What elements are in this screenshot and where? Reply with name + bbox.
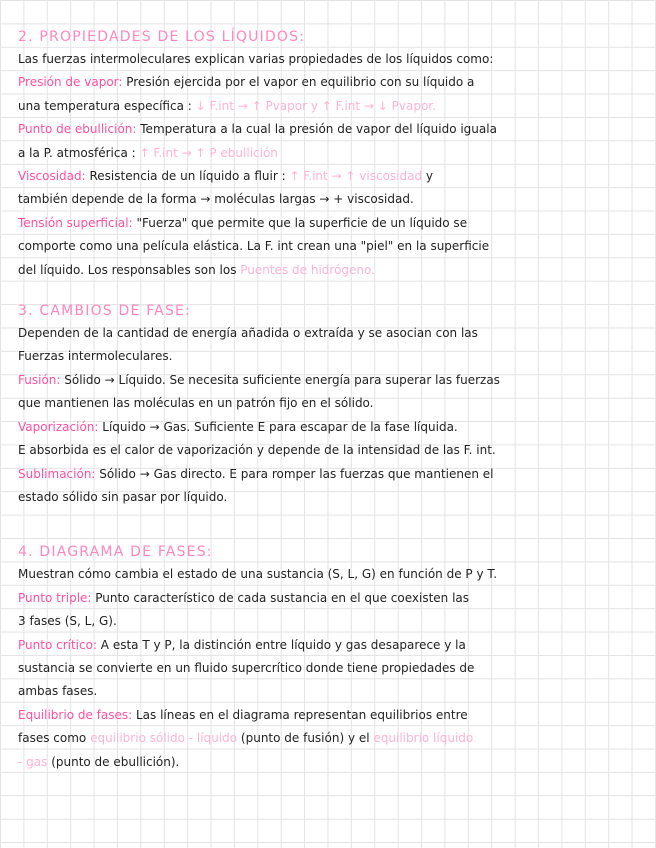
highlight-equilibrio-solido-liquido: equilibrio sólido - líquido — [90, 731, 238, 746]
term-viscosidad: Viscosidad: — [18, 169, 86, 184]
conjunction: y — [307, 98, 322, 113]
fusion-line-1 — [18, 369, 644, 392]
critico-line-2: sustancia se convierte en un fluido supercrítico donde tiene propiedades de — [18, 660, 475, 675]
section-title: 2. PROPIEDADES DE LOS LÍQUIDOS: — [18, 29, 306, 45]
section-intro-line-1: Dependen de la cantidad de energía añadida o extraída y se asocian con las — [18, 326, 478, 341]
definition-text: Sólido → Líquido. Se necesita suficiente energía para superar las fuerzas — [60, 372, 500, 387]
definition-text: una temperatura específica : — [18, 98, 196, 113]
definition-text: "Fuerza" que permite que la superficie de un líquido se — [132, 215, 468, 230]
definition-text: Las líneas en el diagrama representan equilibrios entre — [132, 707, 468, 722]
relation-highlight: ↑ F.int → ↑ viscosidad — [289, 169, 423, 184]
term-equilibrio-fases: Equilibrio de fases: — [18, 707, 133, 722]
section-propiedades-liquidos — [18, 26, 644, 282]
definition-text: Resistencia de un líquido a fluir : — [85, 169, 290, 184]
conjunction: y — [422, 169, 434, 184]
definition-text: Sólido → Gas directo. E para romper las fuerzas que mantienen el — [95, 466, 494, 481]
section-diagrama-fases — [18, 541, 644, 774]
term-sublimacion: Sublimación: — [18, 466, 96, 481]
section-title: 3. CAMBIOS DE FASE: — [18, 303, 191, 320]
section-intro: Las fuerzas intermoleculares explican varias propiedades de los líquidos como: — [18, 52, 494, 66]
relation-highlight: ↓ F.int → ↑ Pvapor — [195, 98, 308, 113]
definition-text: (punto de fusión) y el — [237, 731, 374, 746]
term-punto-triple: Punto triple: — [18, 590, 92, 605]
section-cambios-fase — [18, 300, 644, 509]
relation-highlight: ↑ F.int → ↑ P ebullición — [139, 145, 278, 160]
section-intro-line-2: Fuerzas intermoleculares. — [18, 349, 173, 364]
notes-page — [18, 26, 644, 788]
term-punto-critico: Punto crítico: — [18, 637, 97, 652]
definition-text: Temperatura a la cual la presión de vapor del líquido iguala — [136, 122, 497, 137]
sublimacion-line-2: estado sólido sin pasar por líquido. — [18, 489, 228, 504]
term-presion-vapor: Presión de vapor: — [18, 75, 123, 90]
presion-vapor-line-1 — [18, 71, 644, 94]
equilibrio-line-2 — [18, 727, 644, 750]
term-tension-superficial: Tensión superficial: — [18, 215, 133, 230]
equilibrio-line-1 — [18, 704, 644, 727]
vaporizacion-line-2: E absorbida es el calor de vaporización y depende de la intensidad de las F. int. — [18, 443, 496, 458]
relation-highlight: ↑ F.int → ↓ Pvapor. — [321, 98, 436, 113]
vaporizacion-line-1 — [18, 416, 644, 439]
section-title: 4. DIAGRAMA DE FASES: — [18, 544, 213, 561]
presion-vapor-line-2 — [18, 95, 644, 118]
triple-line-1 — [18, 587, 644, 610]
definition-text: Líquido → Gas. Suficiente E para escapar de la fase líquida. — [98, 419, 458, 434]
definition-text: a la P. atmosférica : — [18, 145, 140, 160]
tension-line-2: comporte como una película elástica. La F. int crean una "piel" en la superficie — [18, 239, 490, 254]
term-punto-ebullicion: Punto de ebullición: — [18, 122, 137, 137]
ebullicion-line-2 — [18, 142, 644, 165]
highlight-puentes-hidrogeno: Puentes de hidrógeno. — [240, 262, 375, 277]
ebullicion-line-1 — [18, 118, 644, 141]
definition-text: fases como — [18, 731, 91, 746]
viscosidad-line-2: también depende de la forma → moléculas largas → + viscosidad. — [18, 192, 414, 207]
critico-line-3: ambas fases. — [18, 684, 98, 699]
term-vaporizacion: Vaporización: — [18, 419, 99, 434]
fusion-line-2: que mantienen las moléculas en un patrón fijo en el sólido. — [18, 396, 374, 411]
highlight-equilibrio-liquido-gas-end: - gas — [18, 754, 48, 769]
term-fusion: Fusión: — [18, 372, 61, 387]
critico-line-1 — [18, 634, 644, 657]
definition-text: Punto característico de cada sustancia en el que coexisten las — [91, 590, 470, 605]
definition-text: del líquido. Los responsables son los — [18, 262, 241, 277]
sublimacion-line-1 — [18, 463, 644, 486]
triple-line-2: 3 fases (S, L, G). — [18, 614, 117, 629]
definition-text: A esta T y P, la distinción entre líquido y gas desaparece y la — [96, 637, 466, 652]
tension-line-3 — [18, 259, 644, 282]
viscosidad-line-1 — [18, 165, 644, 188]
definition-text: (punto de ebullición). — [47, 754, 180, 769]
definition-text: Presión ejercida por el vapor en equilibrio con su líquido a — [122, 75, 475, 90]
highlight-equilibrio-liquido-gas: equilibrio líquido — [373, 731, 474, 746]
equilibrio-line-3 — [18, 751, 644, 774]
tension-line-1 — [18, 212, 644, 235]
section-intro: Muestran cómo cambia el estado de una sustancia (S, L, G) en función de P y T. — [18, 567, 498, 582]
